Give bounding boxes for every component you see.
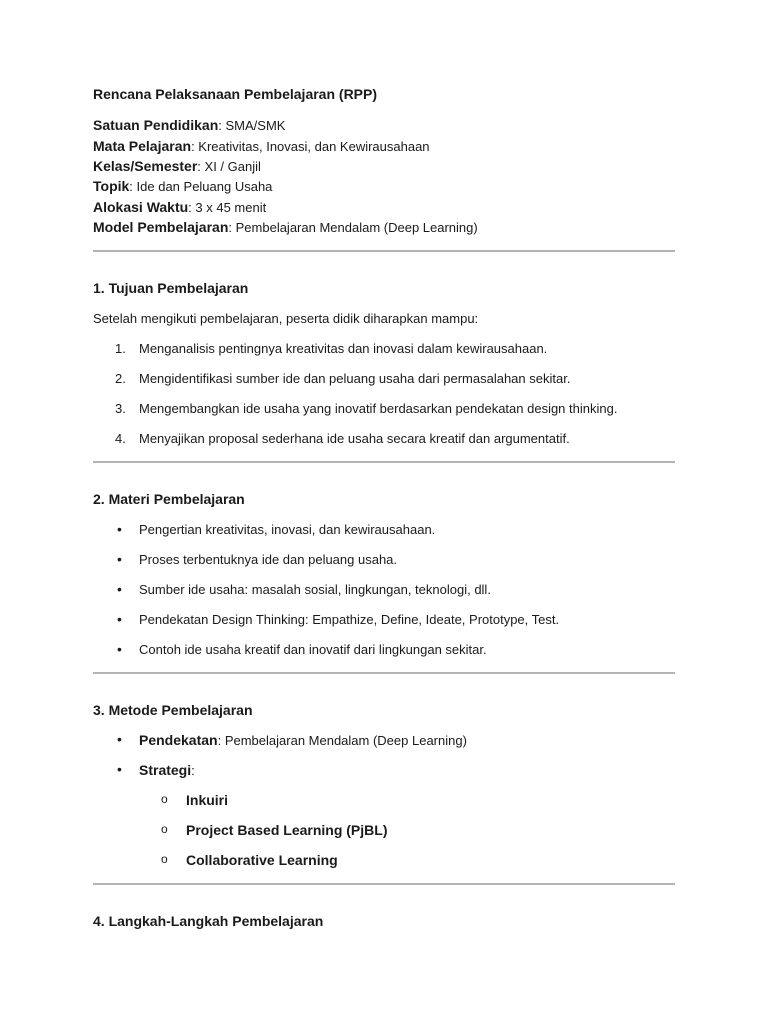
list-item-text: Menyajikan proposal sederhana ide usaha secara kreatif dan argumentatif. (139, 431, 570, 446)
meta-key: Model Pembelajaran (93, 219, 229, 235)
section-divider (93, 883, 675, 885)
meta-value: SMA/SMK (225, 118, 286, 133)
bullet-icon: • (117, 551, 122, 567)
circle-bullet-icon: o (161, 792, 168, 806)
circle-bullet-icon: o (161, 852, 168, 866)
document-title: Rencana Pelaksanaan Pembelajaran (RPP) (93, 86, 378, 102)
section-title-materi: 2. Materi Pembelajaran (93, 491, 245, 507)
list-item-text: Menganalisis pentingnya kreativitas dan inovasi dalam kewirausahaan. (139, 341, 548, 356)
circle-bullet-icon: o (161, 822, 168, 836)
meta-value: Kreativitas, Inovasi, dan Kewirausahaan (198, 139, 430, 154)
meta-row: Alokasi Waktu: 3 x 45 menit (93, 199, 267, 215)
section-divider (93, 461, 675, 463)
list-item-text: Contoh ide usaha kreatif dan inovatif dari lingkungan sekitar. (139, 642, 487, 657)
sub-list-item-text: Inkuiri (186, 792, 229, 808)
section-intro: Setelah mengikuti pembelajaran, peserta didik diharapkan mampu: (93, 311, 479, 326)
meta-key: Kelas/Semester (93, 158, 198, 174)
list-number: 1. (115, 341, 126, 356)
sub-list-item-text: Project Based Learning (PjBL) (186, 822, 388, 838)
meta-key: Topik (93, 178, 130, 194)
list-number: 2. (115, 371, 126, 386)
bullet-icon: • (117, 611, 122, 627)
sub-list-item-text: Collaborative Learning (186, 852, 338, 868)
meta-key: Satuan Pendidikan (93, 117, 219, 133)
section-divider (93, 672, 675, 674)
list-item-text: Mengidentifikasi sumber ide dan peluang usaha dari permasalahan sekitar. (139, 371, 571, 386)
bullet-icon: • (117, 581, 122, 597)
meta-value: 3 x 45 menit (195, 200, 267, 215)
bullet-icon: • (117, 521, 122, 537)
list-item (115, 341, 548, 356)
list-number: 4. (115, 431, 126, 446)
bullet-icon: • (117, 731, 122, 747)
section-divider (93, 250, 675, 252)
list-item: • Pendekatan: Pembelajaran Mendalam (Deep Learning) (117, 731, 467, 748)
meta-row: Topik: Ide dan Peluang Usaha (93, 178, 273, 194)
sub-list-item (161, 822, 388, 838)
list-item-text: Proses terbentuknya ide dan peluang usaha. (139, 552, 398, 567)
list-number: 3. (115, 401, 126, 416)
section-title-metode: 3. Metode Pembelajaran (93, 702, 253, 718)
list-item-text: Pengertian kreativitas, inovasi, dan kewirausahaan. (139, 522, 436, 537)
list-item (115, 431, 570, 446)
list-item-text: Pendekatan Design Thinking: Empathize, Define, Ideate, Prototype, Test. (139, 612, 560, 627)
meta-row: Mata Pelajaran: Kreativitas, Inovasi, dan Kewirausahaan (93, 138, 430, 154)
meta-value: Ide dan Peluang Usaha (136, 179, 273, 194)
list-item-label: Strategi (139, 762, 192, 778)
list-item (117, 551, 398, 567)
meta-key: Alokasi Waktu (93, 199, 189, 215)
bullet-icon: • (117, 641, 122, 657)
list-item-text: Mengembangkan ide usaha yang inovatif berdasarkan pendekatan design thinking. (139, 401, 618, 416)
sub-list-item (161, 792, 229, 808)
list-item (117, 641, 487, 657)
meta-value: Pembelajaran Mendalam (Deep Learning) (235, 220, 478, 235)
meta-row: Kelas/Semester: XI / Ganjil (93, 158, 261, 174)
list-item (115, 371, 571, 386)
sub-list-item (161, 852, 338, 868)
list-item (115, 401, 618, 416)
list-item (117, 521, 436, 537)
meta-row: Model Pembelajaran: Pembelajaran Mendalam (Deep Learning) (93, 219, 478, 235)
section-title-langkah: 4. Langkah-Langkah Pembelajaran (93, 913, 324, 929)
list-item-text: Sumber ide usaha: masalah sosial, lingkungan, teknologi, dll. (139, 582, 491, 597)
meta-key: Mata Pelajaran (93, 138, 192, 154)
list-item (117, 581, 491, 597)
list-item-label: Pendekatan (139, 732, 218, 748)
bullet-icon: • (117, 761, 122, 777)
list-item (117, 611, 560, 627)
section-title-tujuan: 1. Tujuan Pembelajaran (93, 280, 249, 296)
meta-value: XI / Ganjil (204, 159, 261, 174)
list-item-text: Pembelajaran Mendalam (Deep Learning) (224, 733, 467, 748)
list-item: • Strategi: (117, 761, 195, 778)
meta-row: Satuan Pendidikan: SMA/SMK (93, 117, 286, 133)
